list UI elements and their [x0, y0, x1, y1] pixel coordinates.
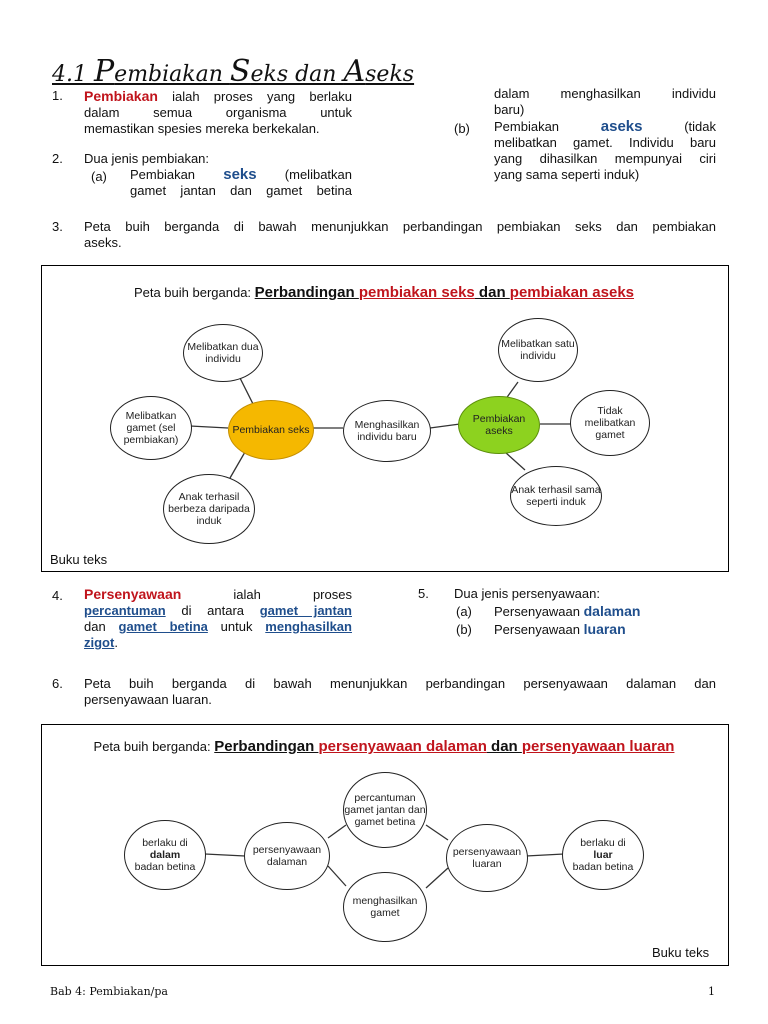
bubble-far-right: berlaku di luar badan betina — [562, 820, 644, 890]
page-title: 4.1 Pembiakan Seks dan Aseks — [52, 54, 415, 89]
item-6-number: 6. — [52, 676, 63, 691]
item-2b-label: (b) — [454, 121, 470, 136]
bubble-right-bottom: Anak terhasil sama seperti induk — [510, 466, 602, 526]
bubble-center-right: persenyawaan luaran — [446, 824, 528, 892]
bubble-right-top: Melibatkan satu individu — [498, 318, 578, 382]
item-5a-text: Persenyawaan dalaman — [494, 603, 641, 619]
bubble-left-top: Melibatkan dua individu — [183, 324, 263, 382]
map-1-source: Buku teks — [50, 552, 108, 567]
page-number: 1 — [708, 985, 715, 998]
item-2-text: Dua jenis pembiakan: — [84, 151, 210, 166]
bubble-shared: Menghasilkan individu baru — [343, 400, 431, 462]
item-1-text: Pembiakan ialah proses yang berlaku dalam semua organisma untuk memastikan spesies mereka berkekalan. — [84, 88, 352, 136]
item-5a-label: (a) — [456, 604, 472, 619]
item-3-text: Peta buih berganda di bawah menunjukkan perbandingan pembiakan seks dan pembiakan aseks. — [84, 219, 716, 250]
item-2b-text: Pembiakan aseks (tidak melibatkan gamet. Individu baru yang dihasilkan mempunyai ciri yang sama seperti induk) — [494, 118, 716, 182]
item-3-number: 3. — [52, 219, 63, 234]
bubble-center-right: Pembiakan aseks — [458, 396, 540, 454]
item-1-number: 1. — [52, 88, 63, 103]
item-4-text: Persenyawaan ialah proses percantuman di antara gamet jantan dan gamet betina untuk menghasilkan zigot. — [84, 586, 352, 650]
item-5-number: 5. — [418, 586, 429, 601]
item-2-number: 2. — [52, 151, 63, 166]
item-2a-text-cont: dalam menghasilkan individu baru) — [494, 86, 716, 117]
map-2-heading: Peta buih berganda: Perbandingan persenyawaan dalaman dan persenyawaan luaran — [93, 738, 675, 755]
map-2-source: Buku teks — [652, 945, 710, 960]
bubble-center-left: persenyawaan dalaman — [244, 822, 330, 890]
bubble-top-shared: percantuman gamet jantan dan gamet betina — [343, 772, 427, 848]
bubble-right-mid: Tidak melibatkan gamet — [570, 390, 650, 456]
footer-chapter: Bab 4: Pembiakan/pa — [50, 985, 168, 998]
item-5b-text: Persenyawaan luaran — [494, 621, 626, 637]
bubble-far-left: berlaku di dalam badan betina — [124, 820, 206, 890]
item-2a-label: (a) — [91, 169, 107, 184]
item-5-text: Dua jenis persenyawaan: — [454, 586, 600, 601]
item-5b-label: (b) — [456, 622, 472, 637]
bubble-left-mid: Melibatkan gamet (sel pembiakan) — [110, 396, 192, 460]
map-1-heading: Peta buih berganda: Perbandingan pembiakan seks dan pembiakan aseks — [133, 284, 635, 301]
bubble-left-bottom: Anak terhasil berbeza daripada induk — [163, 474, 255, 544]
bubble-center-left: Pembiakan seks — [228, 400, 314, 460]
item-2a-text: Pembiakan seks (melibatkan gamet jantan dan gamet betina — [130, 166, 352, 198]
bubble-bottom-shared: menghasilkan gamet — [343, 872, 427, 942]
item-6-text: Peta buih berganda di bawah menunjukkan perbandingan persenyawaan dalaman dan persenyawaan luaran. — [84, 676, 716, 707]
item-4-number: 4. — [52, 588, 63, 603]
